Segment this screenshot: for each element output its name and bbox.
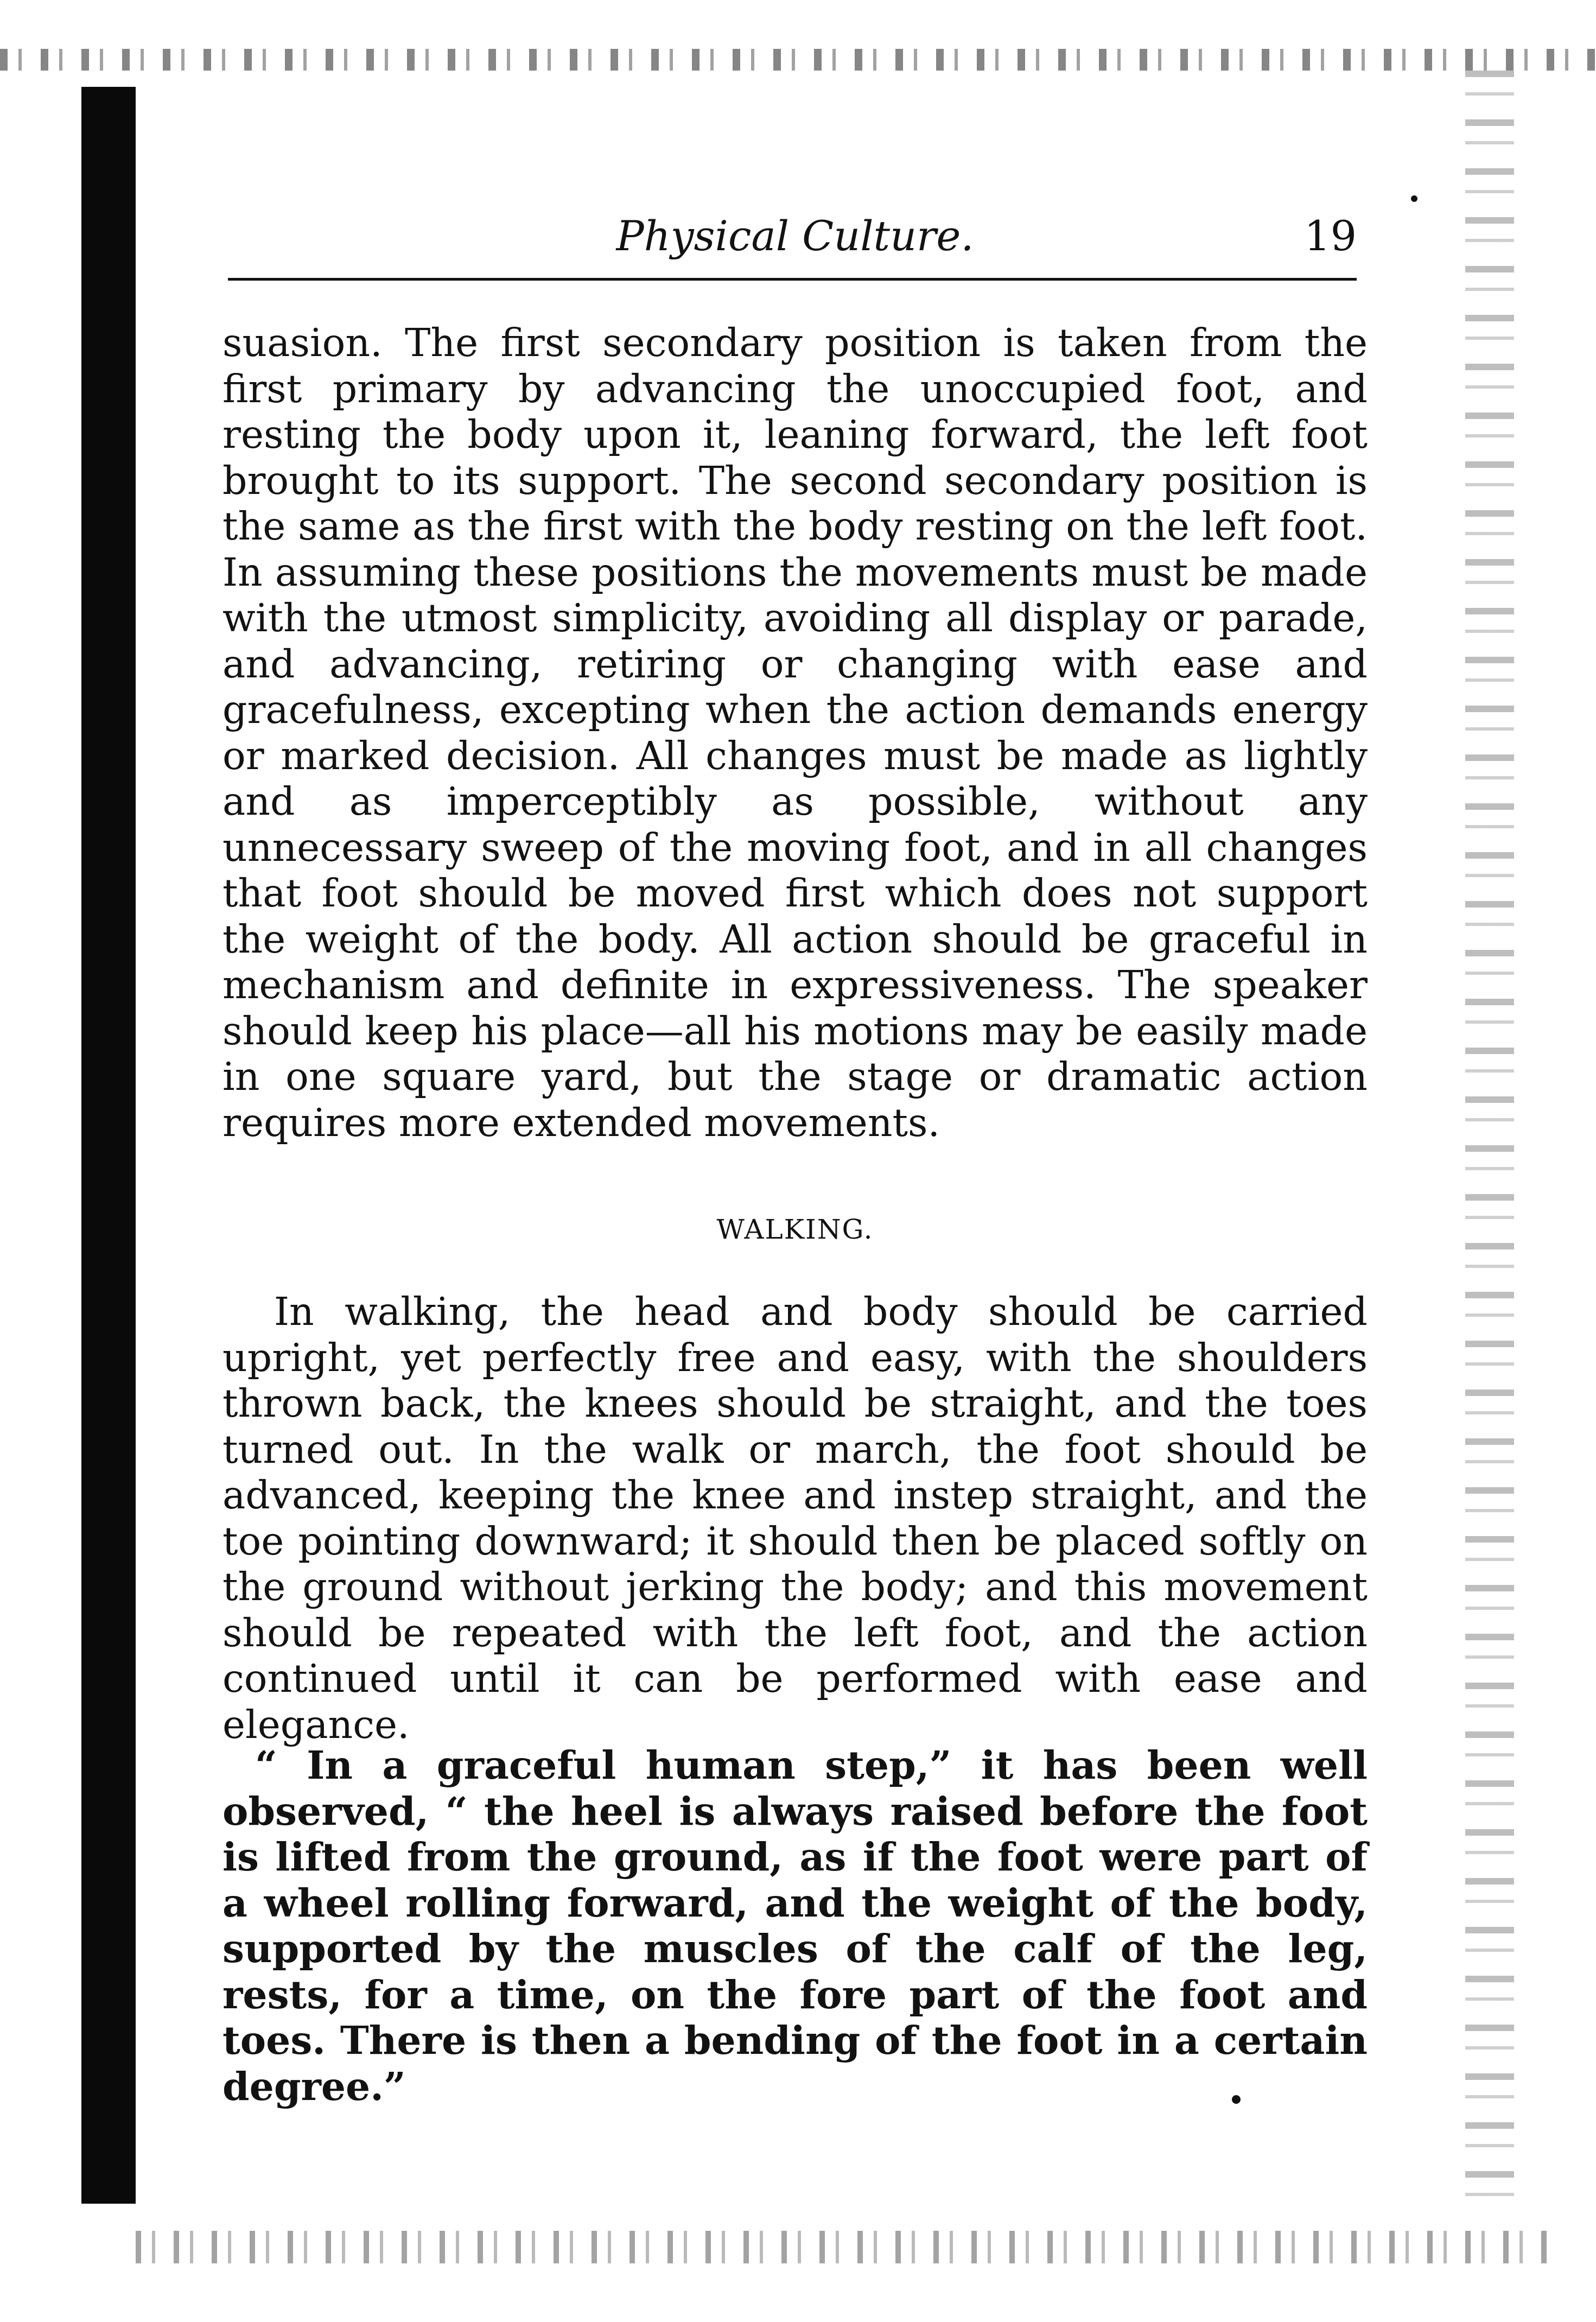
section-heading: WALKING. [716,1214,874,1245]
paragraph-walking [222,1289,1368,1748]
scan-speck [1411,195,1417,202]
header-rule [228,278,1357,281]
paragraph-text: suasion. The first secondary position is taken from the first primary by advancing the unoccupied foot, and resting the body upon it, leaning forward, the left foot brought to its support. The second secondary position is the same as the first with the body resting on the left foot. In assuming these positions the movements must be made with the utmost simplicity, avoiding all display or parade, and advancing, retiring or changing with ease and gracefulness, excepting when the action demands energy or marked decision. All changes must be made as lightly and as imperceptibly as possible, without any unnecessary sweep of the moving foot, and in all changes that foot should be moved first which does not support the weight of the body. All action should be graceful in mechanism and definite in expressiveness. The speaker should keep his place—all his motions may be easily made in one square yard, but the stage or dramatic action requires more extended movements. [222,320,1368,1145]
paragraph-positions [222,320,1368,1146]
running-title: Physical Culture. [616,212,974,260]
paragraph-text: In walking, the head and body should be carried upright, yet perfectly free and easy, with the shoulders thrown back, the knees should be straight, and the toes turned out. In the walk or march, the foot should be advanced, keeping the knee and instep straight, and the toe pointing downward; it should then be placed softly on the ground without jerking the body; and this movement should be repeated with the left foot, and the action continued until it can be performed with ease and elegance. [222,1289,1368,1747]
paragraph-quote [222,1742,1368,2109]
scan-bottom-edge [136,2231,1547,2263]
page-number: 19 [1304,212,1357,260]
scan-speck [1232,2095,1241,2104]
scan-binding-shadow [81,87,136,2204]
paragraph-text: “ In a graceful human step,” it has been well observed, “ the heel is always raised before the foot is lifted from the ground, as if the foot were part of a wheel rolling forward, and the weight of the body, supported by the muscles of the calf of the leg, rests, for a time, on the fore part of the foot and toes. There is then a bending of the foot in a certain degree.” [222,1742,1368,2109]
page-header [222,206,1368,271]
scan-right-edge [1465,71,1514,2215]
scan-top-edge [0,49,1596,71]
